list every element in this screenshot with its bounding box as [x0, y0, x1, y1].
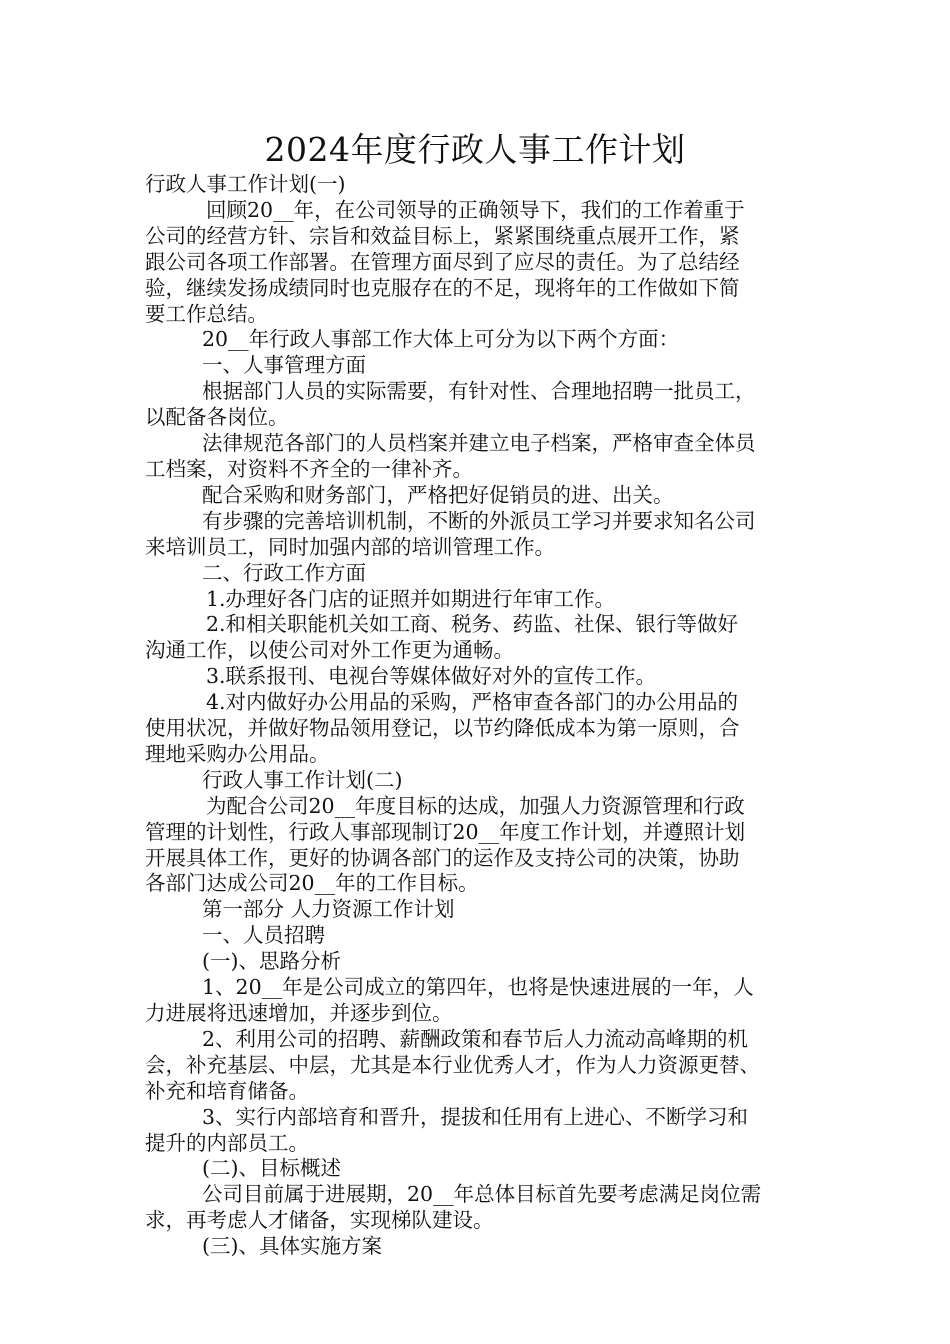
- text-line: 第一部分 人力资源工作计划: [202, 897, 455, 922]
- text-line: 一、人员招聘: [202, 923, 325, 948]
- text-line: 理地采购办公用品。: [145, 741, 330, 766]
- text-line: 要工作总结。: [145, 301, 268, 326]
- text-line: 3.联系报刊、电视台等媒体做好对外的宣传工作。: [206, 664, 657, 689]
- text-line: 有步骤的完善培训机制，不断的外派员工学习并要求知名公司: [202, 508, 756, 533]
- text-line: 使用状况，并做好物品领用登记，以节约降低成本为第一原则，合: [145, 716, 740, 741]
- text-line: 回顾20__年，在公司领导的正确领导下，我们的工作着重于: [206, 197, 745, 222]
- text-line: 一、人事管理方面: [202, 353, 366, 378]
- text-line: 行政人事工作计划(二): [202, 767, 403, 792]
- text-line: 会，补充基层、中层，尤其是本行业优秀人才，作为人力资源更替、: [145, 1052, 760, 1077]
- text-line: (一)、思路分析: [202, 949, 341, 974]
- text-line: 根据部门人员的实际需要，有针对性、合理地招聘一批员工，: [202, 379, 756, 404]
- text-line: 沟通工作，以使公司对外工作更为通畅。: [145, 638, 514, 663]
- text-line: (三)、具体实施方案: [202, 1234, 382, 1259]
- text-line: 补充和培育储备。: [145, 1078, 309, 1103]
- text-line: 二、行政工作方面: [202, 560, 366, 585]
- text-line: 配合采购和财务部门，严格把好促销员的进、出关。: [202, 482, 674, 507]
- text-line: 各部门达成公司20__年的工作目标。: [145, 871, 479, 896]
- document-title: 2024年度行政人事工作计划: [264, 130, 686, 169]
- text-line: 验，继续发扬成绩同时也克服存在的不足，现将年的工作做如下简: [145, 275, 740, 300]
- text-line: 3、实行内部培育和晋升，提拔和任用有上进心、不断学习和: [202, 1104, 749, 1129]
- text-line: 力进展将迅速增加，并逐步到位。: [145, 1001, 453, 1025]
- text-line: 4.对内做好办公用品的采购，严格审查各部门的办公用品的: [206, 690, 739, 715]
- text-line: (二)、目标概述: [202, 1156, 341, 1181]
- text-line: 来培训员工，同时加强内部的培训管理工作。: [145, 534, 555, 559]
- text-line: 为配合公司20__年度目标的达成，加强人力资源管理和行政: [206, 793, 745, 818]
- document-body: [145, 172, 825, 1260]
- text-line: 管理的计划性，行政人事部现制订20__年度工作计划，并遵照计划: [145, 819, 746, 844]
- text-line: 2.和相关职能机关如工商、税务、药监、社保、银行等做好: [206, 612, 739, 637]
- text-line: 跟公司各项工作部署。在管理方面尽到了应尽的责任。为了总结经: [145, 249, 740, 274]
- text-line: 以配备各岗位。: [145, 405, 289, 430]
- text-line: 工档案，对资料不齐全的一律补齐。: [145, 456, 473, 481]
- text-line: 行政人事工作计划(一): [145, 172, 346, 196]
- text-line: 1、20__年是公司成立的第四年，也将是快速进展的一年，人: [202, 975, 754, 1000]
- text-line: 公司目前属于进展期，20__年总体目标首先要考虑满足岗位需: [202, 1182, 762, 1207]
- text-line: 2、利用公司的招聘、薪酬政策和春节后人力流动高峰期的机: [202, 1026, 749, 1051]
- text-line: 求，再考虑人才储备，实现梯队建设。: [145, 1208, 494, 1233]
- text-line: 开展具体工作，更好的协调各部门的运作及支持公司的决策，协助: [145, 845, 740, 870]
- text-line: 提升的内部员工。: [145, 1130, 309, 1155]
- text-line: 公司的经营方针、宗旨和效益目标上，紧紧围绕重点展开工作，紧: [145, 223, 740, 248]
- text-line: 1.办理好各门店的证照并如期进行年审工作。: [206, 586, 616, 611]
- text-line: 法律规范各部门的人员档案并建立电子档案，严格审查全体员: [202, 431, 756, 456]
- text-line: 20__年行政人事部工作大体上可分为以下两个方面：: [202, 327, 680, 352]
